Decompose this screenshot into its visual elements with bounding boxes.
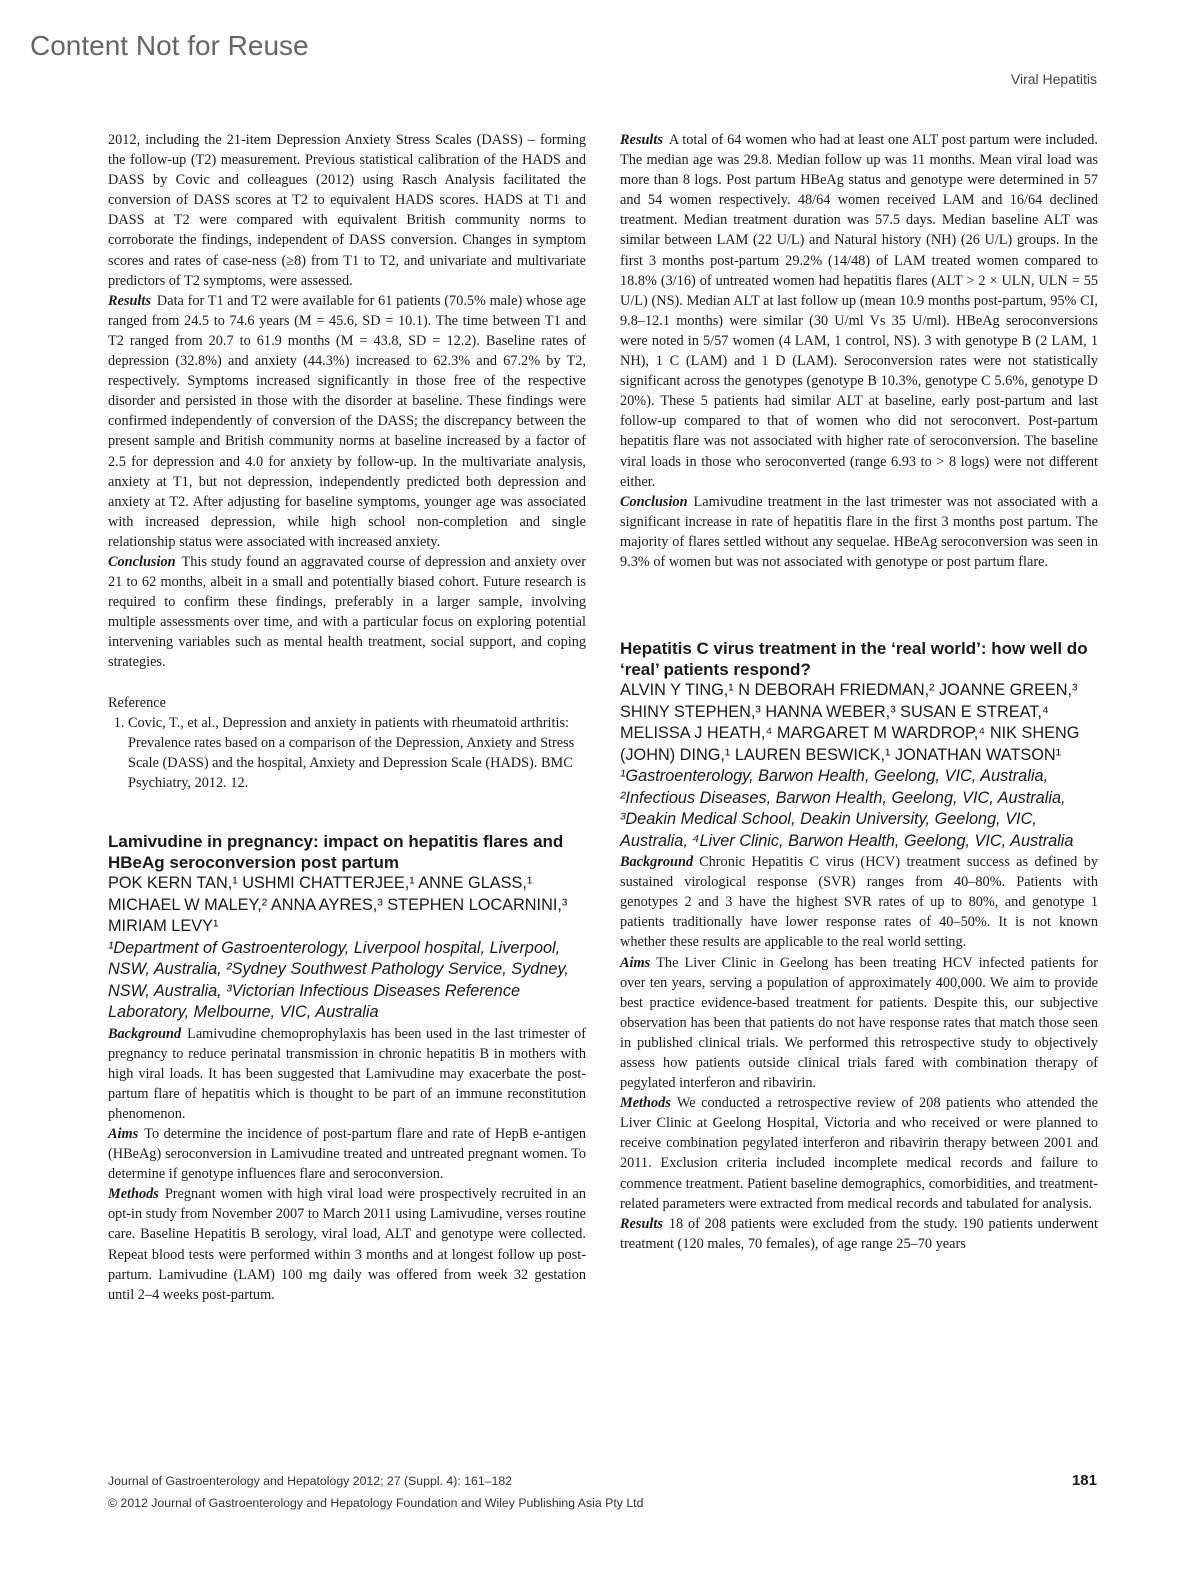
- methods-paragraph: [108, 1184, 586, 1305]
- methods-text: We conducted a retrospective review of 208 patients who attended the Liver Clinic at Geelong Hospital, Victoria and who received or were planned to receive combination pegylated interferon and ribavirin therapy between 2001 and 2011. Exclusion criteria included incomplete medical records and failure to commence treatment. Patient baseline demographics, comorbidities, and treatment-related parameters were extracted from medical records and tabulated for analysis.: [620, 1095, 1098, 1212]
- aims-paragraph: [108, 1124, 586, 1184]
- aims-text: The Liver Clinic in Geelong has been treating HCV infected patients for over ten years, serving a population of approximately 400,000. We aim to provide best practice evidence-based treatment for patients. Despite this, our subjective observation has been that patients do not have response rates that match those seen in published clinical trials. We performed this retrospective study to objectively assess how patients outside clinical trials fared with combination therapy of pegylated interferon and ribavirin.: [620, 954, 1098, 1092]
- abstract-title: Lamivudine in pregnancy: impact on hepatitis flares and HBeAg seroconversion post partum: [108, 832, 564, 872]
- methods-label: Methods: [620, 1095, 671, 1112]
- footer-copyright: © 2012 Journal of Gastroenterology and Hepatology Foundation and Wiley Publishing Asia Pty Ltd: [108, 1496, 644, 1510]
- background-text: Chronic Hepatitis C virus (HCV) treatment success as defined by sustained virological response (SVR) ranges from 40–80%. Patients with genotypes 2 and 3 have the highest SVR rates of up to 80%, and genotype 1 patients traditionally have lower response rates of 40–50%. It is not known whether these results are applicable to the real world setting.: [620, 854, 1098, 951]
- aims-text: To determine the incidence of post-partum flare and rate of HepB e-antigen (HBeAg) seroconversion in Lamivudine treated and untreated pregnant women. To determine if genotype influences flare and seroconversion.: [108, 1125, 586, 1183]
- conclusion-label: Conclusion: [620, 493, 688, 510]
- conclusion-text: This study found an aggravated course of depression and anxiety over 21 to 62 months, albeit in a small and potentially biased cohort. Future research is required to confirm these findings, preferably in a larger sample, involving multiple assessments over time, and with a particular focus on exploring potential intervening variables such as mental health treatment, social support, and coping strategies.: [108, 553, 586, 671]
- results-label: Results: [108, 292, 151, 309]
- methods-text: Pregnant women with high viral load were prospectively recruited in an opt-in study from November 2007 to March 2011 using Lamivudine, verses routine care. Baseline Hepatitis B serology, viral load, ALT and genotype were collected. Repeat blood tests were performed within 3 months and at longest follow up post-partum. Lamivudine (LAM) 100 mg daily was offered from week 32 gestation until 2–4 weeks post-partum.: [108, 1186, 586, 1303]
- left-column: [108, 130, 586, 1305]
- results-text: 18 of 208 patients were excluded from the study. 190 patients underwent treatment (120 males, 70 females), of age range 25–70 years: [620, 1215, 1098, 1252]
- continuation-paragraph: 2012, including the 21-item Depression Anxiety Stress Scales (DASS) – forming the follow-up (T2) measurement. Previous statistical calibration of the HADS and DASS by Covic and colleagues (2012) using Rasch Analysis facilitated the conversion of DASS scores at T2 to equivalent HADS scores. HADS at T1 and DASS at T2 were compared with equivalent British community norms to corroborate the findings, independent of DASS conversion. Changes in symptom scores and rates of case-ness (≥8) from T1 to T2, and univariate and multivariate predictors of T2 symptoms, were assessed.: [108, 132, 586, 289]
- methods-paragraph: [620, 1093, 1098, 1214]
- background-paragraph: [108, 1024, 586, 1124]
- background-text: Lamivudine chemoprophylaxis has been used in the last trimester of pregnancy to reduce perinatal transmission in chronic hepatitis B in mothers with high viral loads. It has been suggested that Lamivudine may exacerbate the post-partum flare of hepatitis which is thought to be part of an immune reconstitution phenomenon.: [108, 1025, 586, 1122]
- conclusion-paragraph: [108, 552, 586, 673]
- results-text: A total of 64 women who had at least one ALT post partum were included. The median age was 29.8. Median follow up was 11 months. Mean viral load was more than 8 logs. Post partum HBeAg status and genotype were determined in 57 and 54 women respectively. 48/64 women received LAM and 16/64 declined treatment. Median treatment duration was 57.5 days. Median baseline ALT was similar between LAM (22 U/L) and Natural history (NH) (26 U/L) groups. In the first 3 months post-partum 29.2% (14/48) of LAM treated women compared to 18.8% (3/16) of untreated women had hepatitis flares (ALT > 2 × ULN, ULN = 55 U/L) (NS). Median ALT at last follow up (mean 10.9 months post-partum, 95% CI, 9.8–12.1 months) were similar (30 U/ml Vs 35 U/ml). HBeAg seroconversions were noted in 5/57 women (4 LAM, 1 control, NS). 3 with genotype B (2 LAM, 1 NH), 1 C (LAM) and 1 D (LAM). Seroconversion rates were not statistically significant across the genotypes (genotype B 10.3%, genotype C 5.6%, genotype D 20%). These 5 patients had similar ALT at baseline, early post-partum and last follow-up compared to that of women who did not seroconvert. Post-partum hepatitis flare was not associated with higher rate of seroconversion. The baseline viral loads in those who seroconverted (range 6.93 to > 8 logs) were not different either.: [620, 132, 1098, 490]
- page-number: 181: [1071, 1472, 1097, 1489]
- conclusion-paragraph: [620, 492, 1098, 572]
- running-head: Viral Hepatitis: [1010, 71, 1097, 87]
- abstract-authors: ALVIN Y TING,¹ N DEBORAH FRIEDMAN,² JOANNE GREEN,³ SHINY STEPHEN,³ HANNA WEBER,³ SUSAN E STREAT,⁴ MELISSA J HEATH,⁴ MARGARET M WARDROP,⁴ NIK SHENG (JOHN) DING,¹ LAUREN BESWICK,¹ JONATHAN WATSON¹: [620, 681, 1080, 764]
- aims-label: Aims: [108, 1125, 139, 1142]
- right-column: [620, 130, 1098, 1254]
- footer-journal-citation: Journal of Gastroenterology and Hepatology 2012; 27 (Suppl. 4): 161–182: [108, 1474, 513, 1488]
- conclusion-text: Lamivudine treatment in the last trimester was not associated with a significant increase in rate of hepatitis flare in the first 3 months post partum. The majority of flares settled without any sequelae. HBeAg seroconversion was seen in 9.3% of women but was not associated with genotype or post partum flare.: [620, 493, 1098, 570]
- abstract-authors: POK KERN TAN,¹ USHMI CHATTERJEE,¹ ANNE GLASS,¹ MICHAEL W MALEY,² ANNA AYRES,³ STEPHEN LOCARNINI,³ MIRIAM LEVY¹: [108, 874, 568, 935]
- abstract-affiliations: ¹Gastroenterology, Barwon Health, Geelong, VIC, Australia, ²Infectious Diseases, Barwon Health, Geelong, VIC, Australia, ³Deakin Medical School, Deakin University, Geelong, VIC, Australia, ⁴Liver Clinic, Barwon Health, Geelong, VIC, Australia: [620, 767, 1074, 850]
- results-label: Results: [620, 132, 663, 148]
- results-label: Results: [620, 1215, 663, 1232]
- aims-label: Aims: [620, 954, 651, 971]
- abstract-title: Hepatitis C virus treatment in the ‘real world’: how well do ‘real’ patients respond?: [620, 639, 1088, 680]
- background-paragraph: [620, 852, 1098, 952]
- results-paragraph: [620, 1214, 1098, 1254]
- background-label: Background: [108, 1025, 182, 1042]
- conclusion-label: Conclusion: [108, 553, 176, 570]
- background-label: Background: [620, 854, 694, 871]
- results-text: Data for T1 and T2 were available for 61 patients (70.5% male) whose age ranged from 24.5 to 74.6 years (M = 45.6, SD = 10.1). The time between T1 and T2 ranged from 20.7 to 61.9 months (M = 43.8, SD = 12.2). Baseline rates of depression (32.8%) and anxiety (44.3%) increased to 62.3% and 67.2% by T2, respectively. Symptoms increased significantly in those free of the respective disorder and persisted in those with the disorder at baseline. These findings were confirmed independently of conversion of the DASS; the discrepancy between the present sample and British community norms at baseline increased by a factor of 2.5 for depression and 4.0 for anxiety by follow-up. In the multivariate analysis, anxiety at T1, but not depression, independently predicted both depression and anxiety at T2. After adjusting for baseline symptoms, younger age was associated with increased depression, while high school non-completion and single relationship status were associated with increased anxiety.: [108, 292, 586, 550]
- abstract-affiliations: ¹Department of Gastroenterology, Liverpool hospital, Liverpool, NSW, Australia, ²Sydney Southwest Pathology Service, Sydney, NSW, Australia, ³Victorian Infectious Diseases Reference Laboratory, Melbourne, VIC, Australia: [108, 938, 569, 1021]
- reference-item: 1. Covic, T., et al., Depression and anxiety in patients with rheumatoid arthritis: Prevalence rates based on a comparison of the Depression, Anxiety and Stress Scale (DASS) and the hospital, Anxiety and Depression Scale (HADS). BMC Psychiatry, 2012. 12.: [128, 713, 586, 793]
- aims-paragraph: [620, 953, 1098, 1094]
- results-paragraph: [108, 291, 586, 552]
- methods-label: Methods: [108, 1186, 159, 1203]
- results-paragraph: [620, 130, 1098, 492]
- reference-list: [108, 713, 586, 793]
- reference-heading: Reference: [108, 694, 166, 711]
- watermark: Content Not for Reuse: [30, 30, 309, 61]
